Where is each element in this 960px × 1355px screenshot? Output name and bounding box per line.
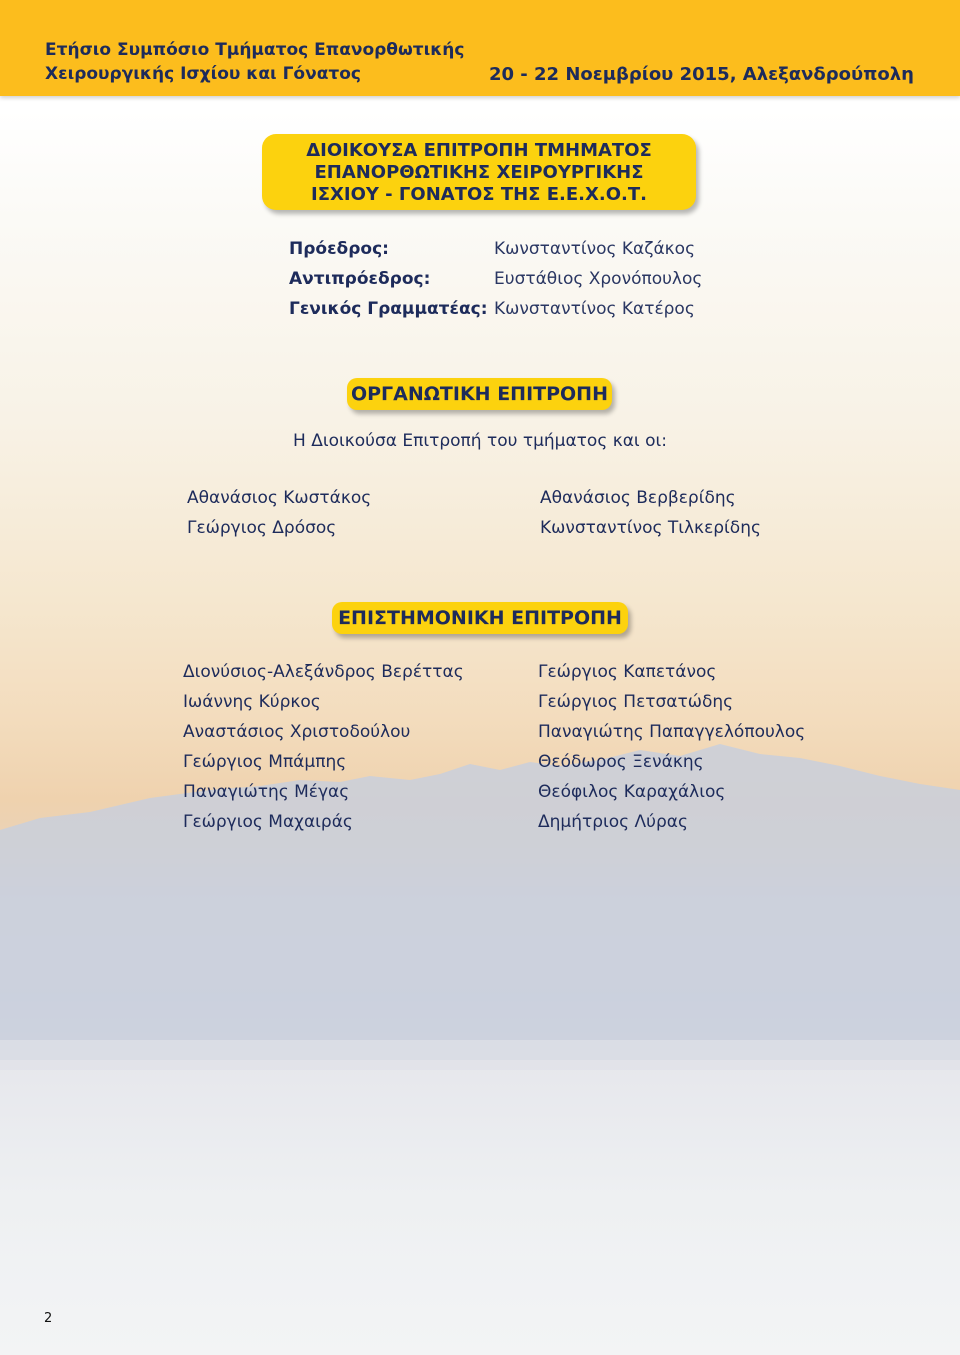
board-heading <box>262 134 696 210</box>
member-name: Γεώργιος Μαχαιράς <box>183 812 353 832</box>
role-label: Πρόεδρος: <box>289 239 389 259</box>
member-name: Αθανάσιος Βερβερίδης <box>540 488 736 508</box>
page-number: 2 <box>44 1311 53 1326</box>
symposium-title-line2: Χειρουργικής Ισχίου και Γόνατος <box>45 64 361 84</box>
member-name: Κωνσταντίνος Τιλκερίδης <box>540 518 761 538</box>
board-heading-line3: ΙΣΧΙΟΥ - ΓΟΝΑΤΟΣ ΤΗΣ Ε.Ε.Χ.Ο.Τ. <box>311 184 647 205</box>
header-bar <box>0 0 960 96</box>
member-name: Θεόφιλος Καραχάλιος <box>538 782 726 802</box>
board-heading-line2: ΕΠΑΝΟΡΘΩΤΙΚΗΣ ΧΕΙΡΟΥΡΓΙΚΗΣ <box>314 162 644 183</box>
member-name: Αθανάσιος Κωστάκος <box>187 488 372 508</box>
board-member-row <box>289 234 702 264</box>
organizing-intro: Η Διοικούσα Επιτροπή του τμήματος και οι: <box>293 431 667 451</box>
organizing-list-left <box>187 483 371 543</box>
member-name: Κωνσταντίνος Κατέρος <box>494 299 695 319</box>
scientific-list-right <box>538 657 805 837</box>
scientific-committee-heading: ΕΠΙΣΤΗΜΟΝΙΚΗ ΕΠΙΤΡΟΠΗ <box>332 602 628 634</box>
member-name: Διονύσιος-Αλεξάνδρος Βερέττας <box>183 662 464 682</box>
member-name: Γεώργιος Μπάμπης <box>183 752 347 772</box>
member-name: Γεώργιος Πετσατώδης <box>538 692 734 712</box>
board-heading-line1: ΔΙΟΙΚΟΥΣΑ ΕΠΙΤΡΟΠΗ ΤΜΗΜΑΤΟΣ <box>306 140 652 161</box>
member-name: Κωνσταντίνος Καζάκος <box>494 239 696 259</box>
member-name: Ευστάθιος Χρονόπουλος <box>494 269 703 289</box>
board-members <box>289 234 702 324</box>
board-member-row <box>289 294 702 324</box>
member-name: Ιωάννης Κύρκος <box>183 692 321 712</box>
scientific-list-left <box>183 657 464 837</box>
member-name: Αναστάσιος Χριστοδούλου <box>183 722 411 742</box>
role-label: Γενικός Γραμματέας: <box>289 299 488 319</box>
member-name: Γεώργιος Καπετάνος <box>538 662 717 682</box>
member-name: Παναγιώτης Παπαγγελόπουλος <box>538 722 806 742</box>
mountain-background <box>0 740 960 1070</box>
member-name: Γεώργιος Δρόσος <box>187 518 337 538</box>
member-name: Παναγιώτης Μέγας <box>183 782 350 802</box>
role-label: Αντιπρόεδρος: <box>289 269 431 289</box>
organizing-committee-heading: ΟΡΓΑΝΩΤΙΚΗ ΕΠΙΤΡΟΠΗ <box>347 378 612 410</box>
organizing-list-right <box>540 483 761 543</box>
symposium-title-line1: Ετήσιο Συμπόσιο Τμήματος Επανορθωτικής <box>45 40 465 60</box>
date-location: 20 - 22 Νοεμβρίου 2015, Αλεξανδρούπολη <box>488 64 914 85</box>
member-name: Δημήτριος Λύρας <box>538 812 688 832</box>
member-name: Θεόδωρος Ξενάκης <box>538 752 704 772</box>
symposium-title <box>45 38 505 86</box>
board-member-row <box>289 264 702 294</box>
